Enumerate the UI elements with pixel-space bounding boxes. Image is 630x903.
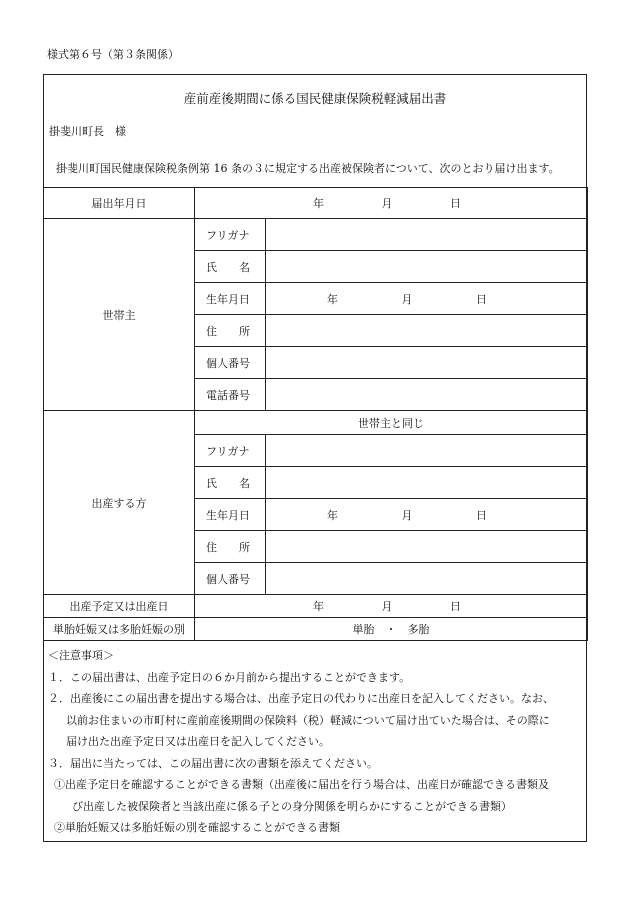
pregnancy-type-options[interactable]: 単胎 ・ 多胎 [195, 618, 588, 641]
mother-name-label: 氏 名 [195, 467, 266, 499]
pregnancy-type-label: 単胎妊娠又は多胎妊娠の別 [44, 618, 195, 641]
form-title: 産前産後期間に係る国民健康保険税軽減届出書 [183, 91, 447, 106]
householder-phone-field[interactable] [266, 379, 588, 411]
year-label: 年 [313, 600, 324, 613]
householder-birthdate-label: 生年月日 [195, 283, 266, 315]
householder-name-label: 氏 名 [195, 251, 266, 283]
intro-text: 掛斐川町国民健康保険税条例第 16 条の３に規定する出産被保険者について、次のとおり届け出ます。 [56, 162, 560, 175]
householder-personal-number-field[interactable] [266, 347, 588, 379]
form-frame [43, 74, 587, 842]
year-label: 年 [327, 508, 338, 522]
note-3-item-1-cont: び出産した被保険者と当該出産に係る子との身分関係を明らかにすることができる書類） [72, 799, 512, 813]
form-number: 様式第６号（第３条関係） [47, 48, 179, 61]
householder-furigana-label: フリガナ [195, 219, 266, 251]
mother-name-field[interactable] [266, 467, 588, 499]
addressee: 掛斐川町長 様 [49, 125, 126, 138]
note-3: ３．届出に当たっては、この届出書に次の書類を添えてください。 [48, 756, 378, 770]
mother-personal-number-label: 個人番号 [195, 563, 266, 595]
mother-address-field[interactable] [266, 531, 588, 563]
form-table [43, 187, 588, 641]
notes-heading: ＜注意事項＞ [48, 649, 114, 662]
householder-name-field[interactable] [266, 251, 588, 283]
submission-date-label: 届出年月日 [44, 188, 195, 219]
due-date-label: 出産予定又は出産日 [44, 595, 195, 618]
mother-furigana-label: フリガナ [195, 435, 266, 467]
mother-furigana-field[interactable] [266, 435, 588, 467]
note-2-cont: 以前お住まいの市町村に産前産後期間の保険料（税）軽減について届け出ていた場合は、その際に [66, 713, 550, 727]
mother-personal-number-field[interactable] [266, 563, 588, 595]
note-3-item-2: ②単胎妊娠又は多胎妊娠の別を確認することができる書類 [54, 821, 340, 834]
notes-section [48, 645, 582, 839]
day-label: 日 [476, 508, 487, 522]
note-2: ２．出産後にこの届出書を提出する場合は、出産予定日の代わりに出産日を記入してください。なお、 [48, 692, 554, 705]
month-label: 月 [401, 292, 413, 306]
same-as-householder-option[interactable]: 世帯主と同じ [195, 411, 588, 435]
day-label: 日 [476, 292, 487, 306]
note-3-item-1: ①出産予定日を確認することができる書類（出産後に届出を行う場合は、出産日が確認できる書類及 [54, 778, 549, 791]
due-date-field[interactable] [195, 595, 588, 618]
month-label: 月 [381, 600, 393, 613]
mother-birthdate-label: 生年月日 [195, 499, 266, 531]
month-label: 月 [401, 508, 413, 522]
month-label: 月 [381, 197, 393, 210]
householder-personal-number-label: 個人番号 [195, 347, 266, 379]
submission-date-field[interactable] [195, 188, 588, 219]
day-label: 日 [450, 197, 461, 210]
mother-birthdate-field[interactable] [266, 499, 588, 531]
householder-section-label: 世帯主 [44, 219, 195, 411]
householder-phone-label: 電話番号 [195, 379, 266, 411]
note-2-cont: 届け出た出産予定日又は出産日を記入してください。 [66, 735, 330, 748]
householder-furigana-field[interactable] [266, 219, 588, 251]
year-label: 年 [313, 197, 324, 210]
mother-section-label: 出産する方 [44, 411, 195, 595]
year-label: 年 [327, 292, 338, 306]
note-1: １．この届出書は、出産予定日の６か月前から提出することができます。 [48, 670, 411, 684]
mother-address-label: 住 所 [195, 531, 266, 563]
householder-birthdate-field[interactable] [266, 283, 588, 315]
householder-address-label: 住 所 [195, 315, 266, 347]
day-label: 日 [450, 600, 461, 613]
householder-address-field[interactable] [266, 315, 588, 347]
